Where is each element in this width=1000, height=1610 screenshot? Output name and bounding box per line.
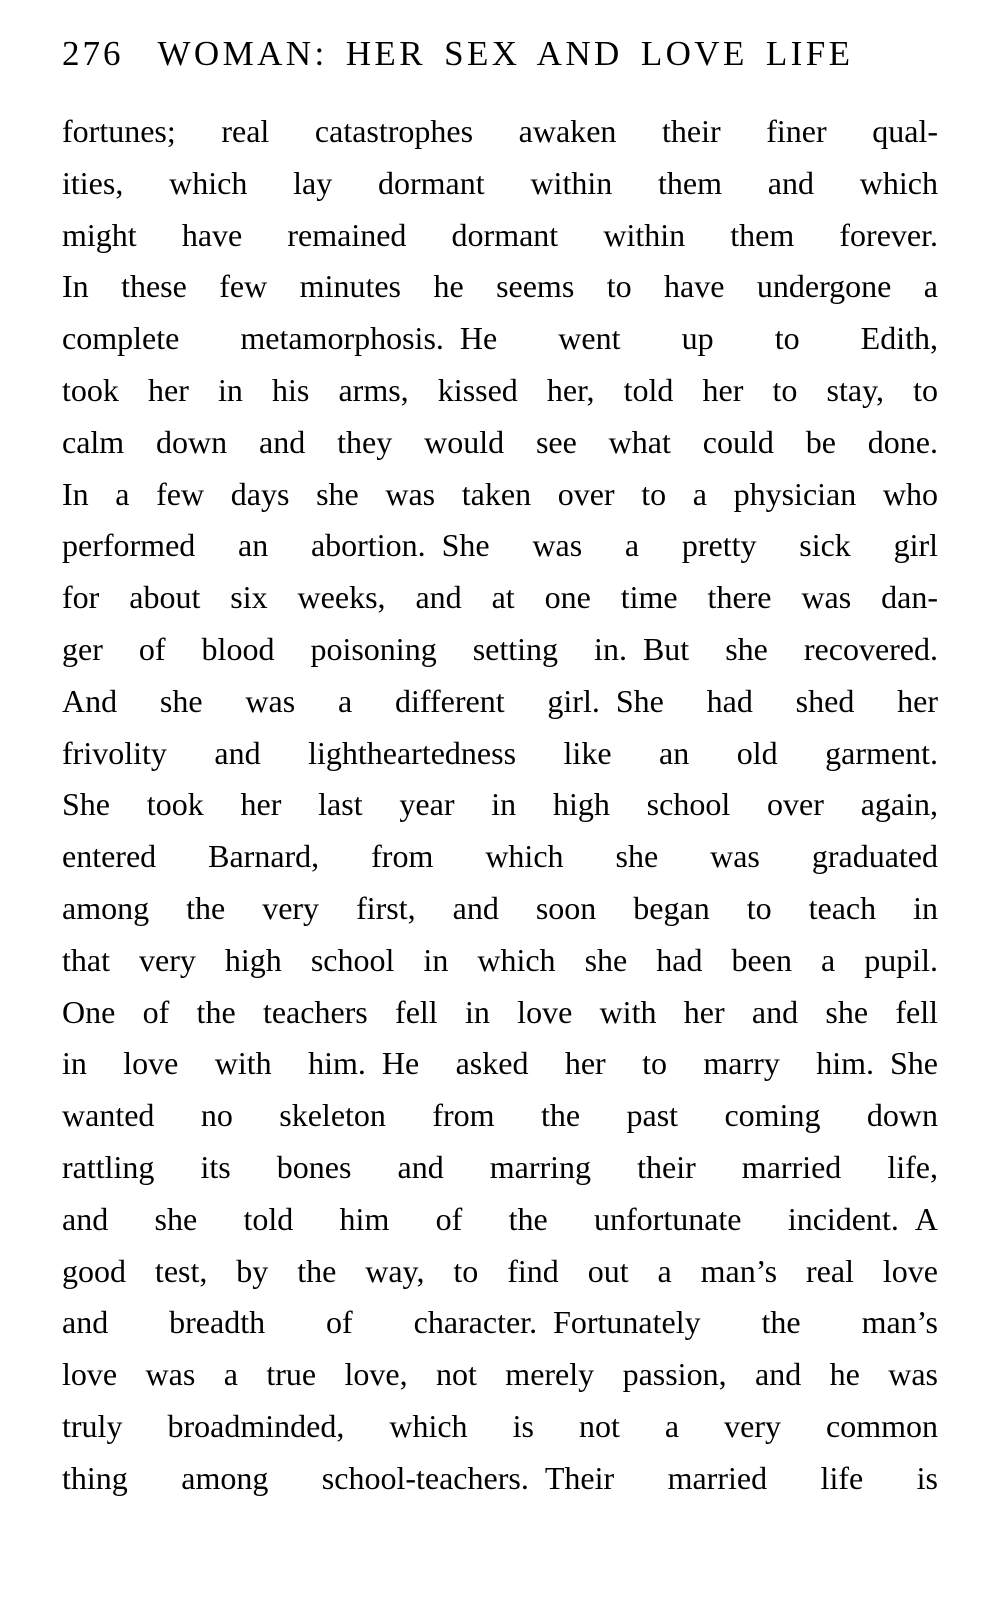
body-line: And she was a different girl. She had shed her bbox=[62, 682, 938, 719]
body-line: frivolity and lightheartedness like an old garment. bbox=[62, 734, 938, 771]
body-line: love was a true love, not merely passion, and he was bbox=[62, 1356, 938, 1393]
body-line: for about six weeks, and at one time there was dan- bbox=[62, 579, 938, 616]
body-line: might have remained dormant within them forever. bbox=[62, 216, 938, 253]
body-text bbox=[62, 106, 938, 1505]
body-line: truly broadminded, which is not a very common bbox=[62, 1407, 938, 1444]
body-line: One of the teachers fell in love with her and she fell bbox=[62, 993, 938, 1030]
page-number: 276 bbox=[62, 34, 124, 73]
body-line: complete metamorphosis. He went up to Edith, bbox=[62, 320, 938, 357]
body-line: ger of blood poisoning setting in. But she recovered. bbox=[62, 630, 938, 667]
body-line: good test, by the way, to find out a man’s real love bbox=[62, 1252, 938, 1289]
body-line: In these few minutes he seems to have undergone a bbox=[62, 268, 938, 305]
body-line: rattling its bones and marring their married life, bbox=[62, 1148, 938, 1185]
body-line: calm down and they would see what could be done. bbox=[62, 423, 938, 460]
running-title: WOMAN: HER SEX AND LOVE LIFE bbox=[157, 34, 854, 73]
body-line: among the very first, and soon began to teach in bbox=[62, 889, 938, 926]
body-line: ities, which lay dormant within them and which bbox=[62, 164, 938, 201]
page-header bbox=[62, 34, 938, 74]
body-line: In a few days she was taken over to a physician who bbox=[62, 475, 938, 512]
body-line: wanted no skeleton from the past coming down bbox=[62, 1097, 938, 1134]
body-line: thing among school-teachers. Their married life is bbox=[62, 1459, 938, 1496]
body-line: in love with him. He asked her to marry him. She bbox=[62, 1045, 938, 1082]
body-line: fortunes; real catastrophes awaken their finer qual- bbox=[62, 113, 938, 149]
body-line: that very high school in which she had been a pupil. bbox=[62, 941, 938, 978]
body-line: entered Barnard, from which she was graduated bbox=[62, 838, 938, 875]
body-line: and she told him of the unfortunate incident. A bbox=[62, 1200, 938, 1237]
body-line: and breadth of character. Fortunately the man’s bbox=[62, 1304, 938, 1341]
body-line: She took her last year in high school over again, bbox=[62, 786, 938, 823]
body-line: took her in his arms, kissed her, told her to stay, to bbox=[62, 371, 938, 408]
body-line: performed an abortion. She was a pretty sick girl bbox=[62, 527, 938, 564]
